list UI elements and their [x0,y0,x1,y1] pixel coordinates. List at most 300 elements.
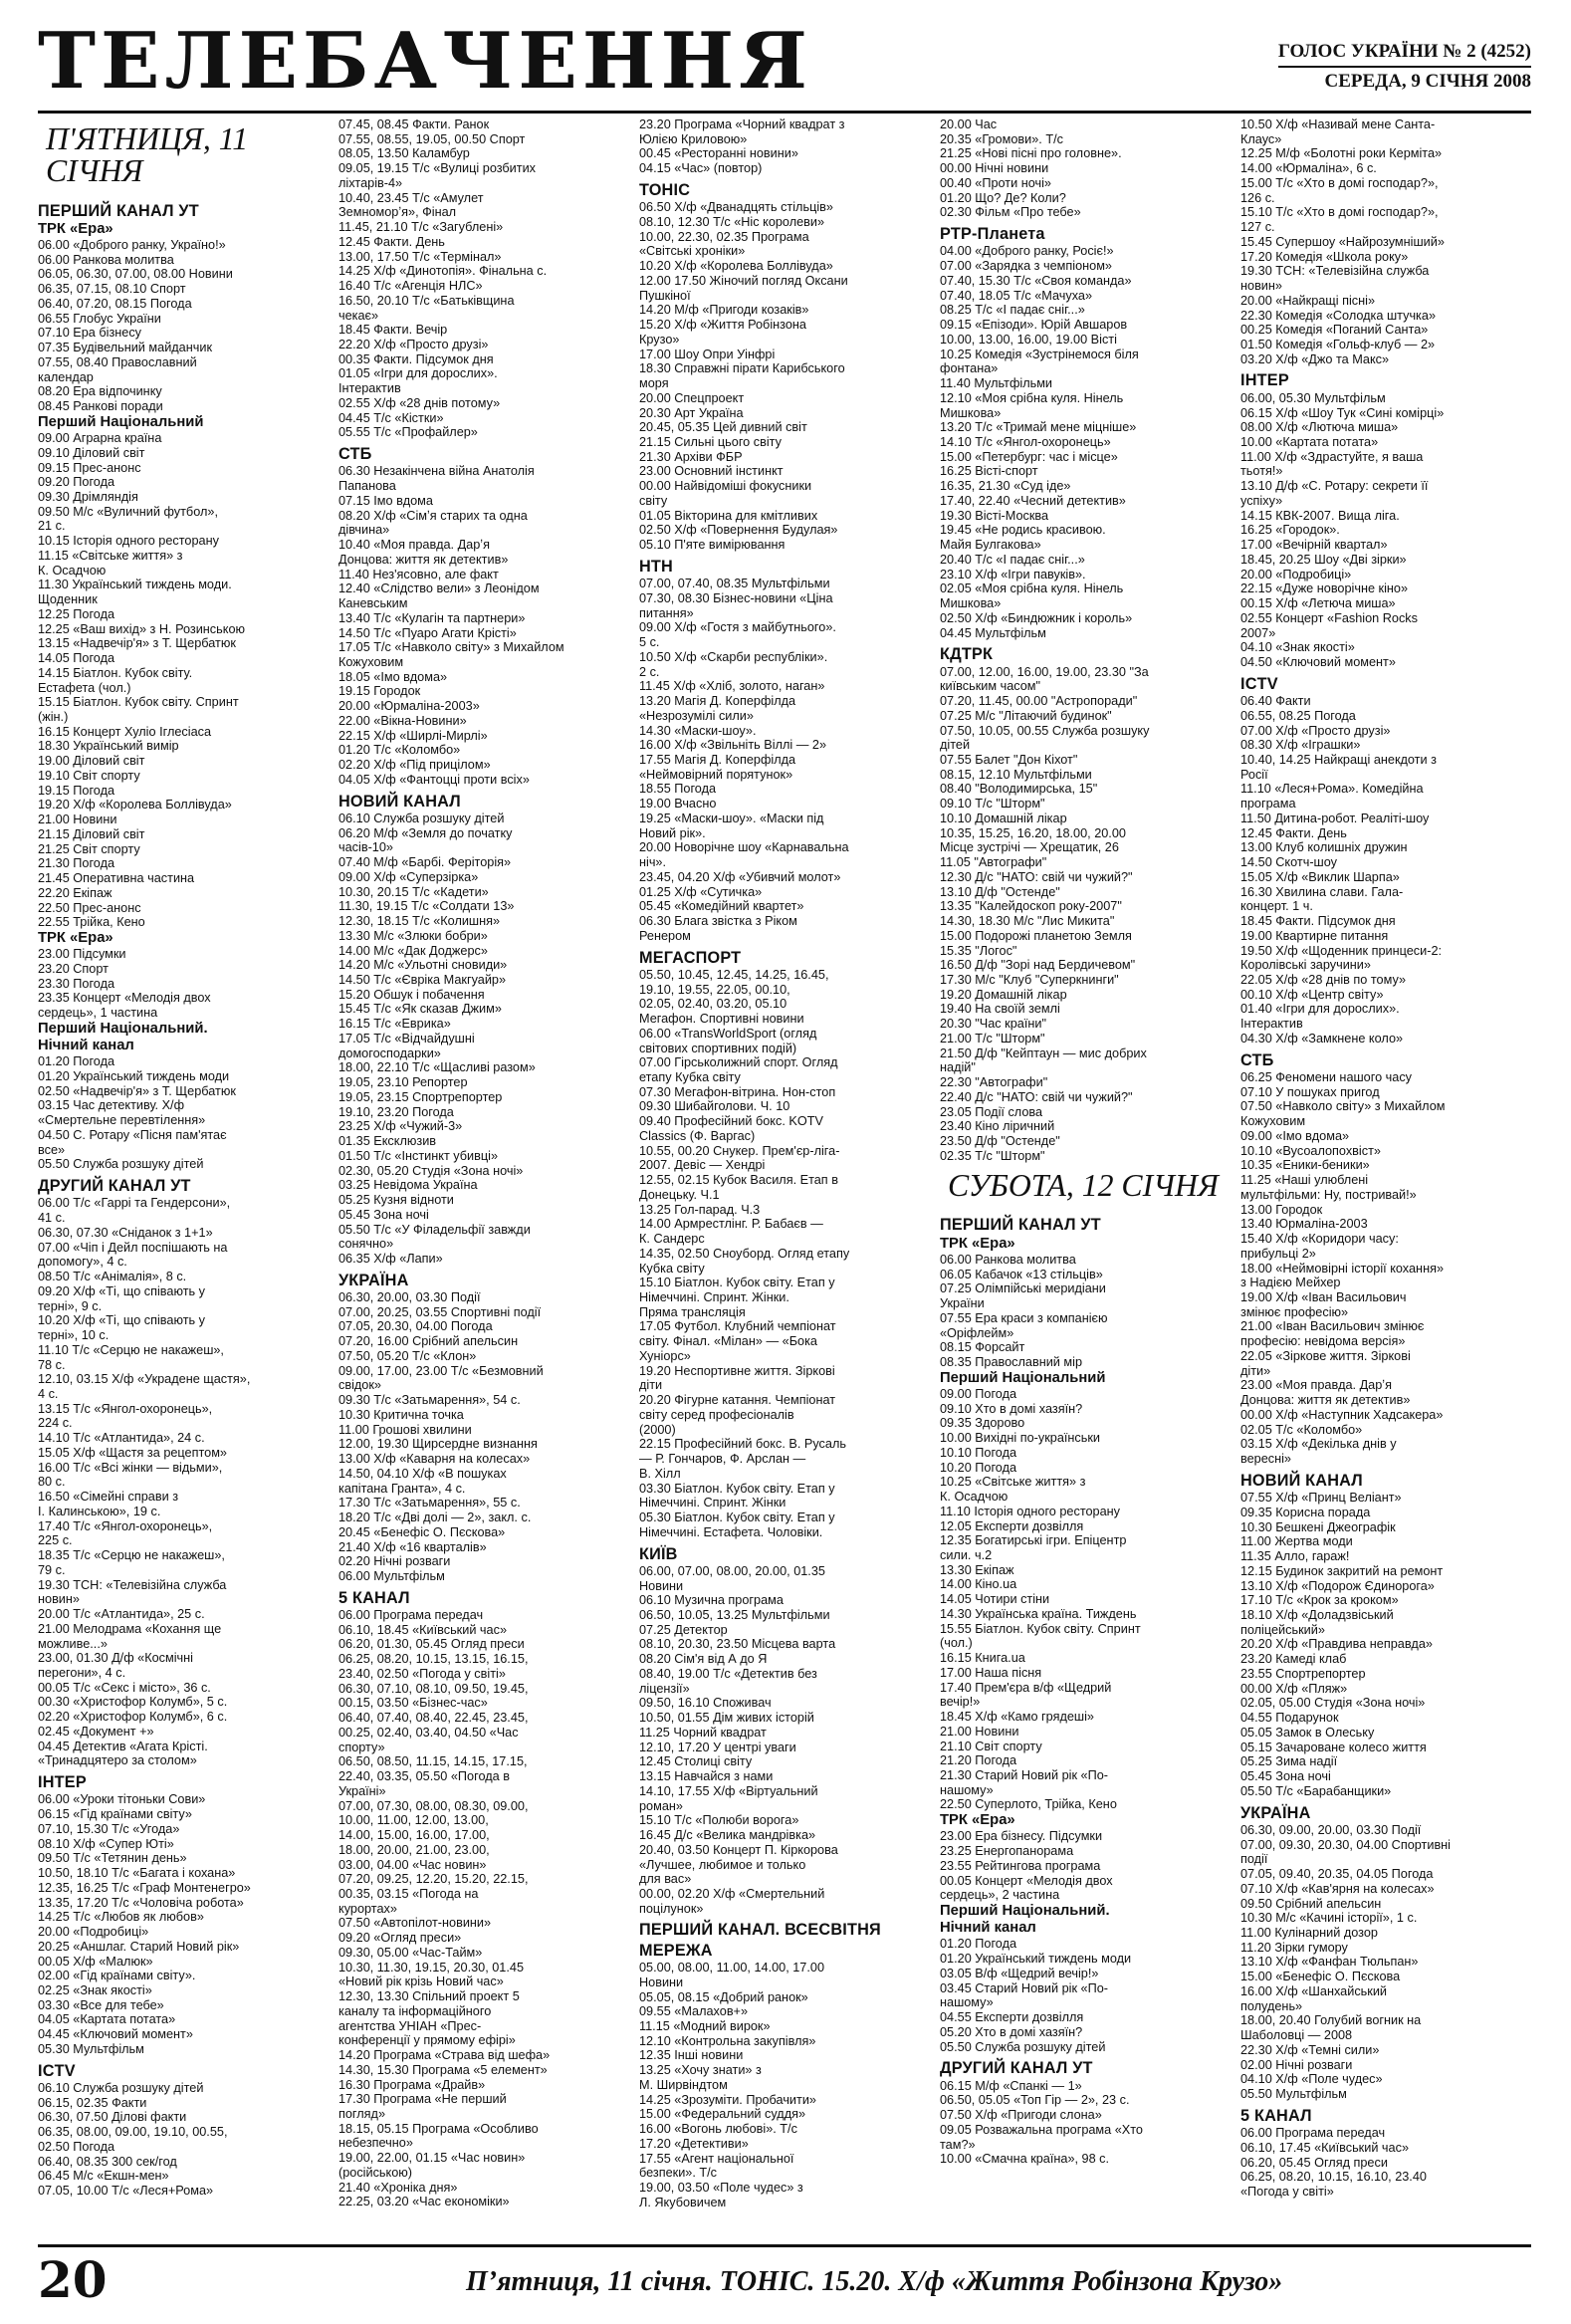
program-line: агентства УНІАН «Прес- [338,2018,482,2033]
program-line: 06.10, 17.45 «Київський час» [1240,2140,1410,2155]
program-line: 02.50 Погода [38,2139,115,2154]
program-line: 19.15 Городок [338,684,421,699]
program-line: 20.00 Спецпроект [639,390,745,405]
program-line: 18.00, 20.40 Голубий вогник на [1240,2013,1422,2028]
program-line: 07.00 «Чіп і Дейл поспішають на [38,1240,228,1255]
program-line: поцілунок» [639,1901,704,1916]
program-line: 17.10 Т/с «Крок за кроком» [1240,1593,1399,1608]
program-line: 22.00 «Вікна-Новини» [338,713,467,728]
program-line: 15.45 Т/с «Як сказав Джим» [338,1002,502,1017]
program-line: 21.30 Старий Новий рік «По- [940,1768,1108,1782]
program-line: концерт. 1 ч. [1240,899,1313,914]
program-line: 07.05, 20.30, 04.00 Погода [338,1319,493,1334]
channel-heading: НОВИЙ КАНАЛ [1240,1471,1363,1490]
program-line: ніч». [639,855,667,870]
channel-heading: НТН [639,557,673,576]
program-line: роман» [639,1798,683,1813]
program-line: 14.50 Т/с «Пуаро Агати Крісті» [338,625,517,640]
program-line: 10.20 Погода [940,1460,1017,1475]
program-line: 11.45, 21.10 Т/с «Загублені» [338,220,504,235]
program-line: 127 с. [1240,220,1275,235]
program-line: Майя Булгакова» [940,538,1041,553]
program-line: 07.50, 10.05, 00.55 Служба розшуку [940,723,1150,738]
program-line: сонячно» [338,1237,394,1252]
program-line: 14.15 КВК-2007. Вища ліга. [1240,508,1400,523]
program-line: новин» [38,1592,80,1607]
program-line: 23.20 Програма «Чорний квадрат з [639,117,845,131]
program-line: Кубка світу [639,1261,705,1276]
sub-heading: ТРК «Ера» [940,1235,1015,1252]
program-line: 12.45 Факти. День [338,234,445,249]
program-line: 11.00 Кулінарний дозор [1240,1926,1378,1941]
program-line: (російською) [338,2165,413,2180]
program-line: 11.05 "Автографи" [940,855,1047,870]
program-line: 17.30 Програма «Не перший [338,2092,507,2107]
program-line: 06.30, 09.00, 20.00, 03.30 Події [1240,1822,1422,1837]
program-line: 04.30 Х/ф «Замкнене коло» [1240,1031,1404,1046]
program-line: 07.50 «Автопілот-новини» [338,1916,492,1931]
program-line: 13.35 "Калейдоскоп року-2007" [940,899,1122,914]
program-line: 00.00 Найвідоміші фокусники [639,479,812,494]
program-line: 21.00 «Іван Васильович змінює [1240,1319,1425,1334]
program-line: Німеччині. Спринт. Жінки. [639,1290,789,1305]
program-line: 15.05 Х/ф «Щастя за рецептом» [38,1445,227,1460]
program-line: 11.00 Х/ф «Здрастуйте, я ваша [1240,449,1424,464]
program-line: 23.45, 04.20 Х/ф «Убивчий молот» [639,869,841,884]
program-line: 16.50 Д/ф "Зорі над Бердичевом" [940,958,1136,973]
program-line: 06.30 Незакінчена війна Анатолія [338,464,535,479]
program-line: 08.25 Т/с «І падає сніг...» [940,303,1085,318]
program-line: 10.00, 11.00, 12.00, 13.00, [338,1813,489,1828]
program-line: 15.10 Т/с «Хто в домі господар?», [1240,205,1439,220]
program-line: 02.55 Х/ф «28 днів потому» [338,395,501,410]
program-line: 18.10 Х/ф «Доладзвіський [1240,1608,1394,1623]
program-line: 13.10 Х/ф «Фанфан Тюльпан» [1240,1955,1419,1970]
program-line: 14.35, 02.50 Сноуборд. Огляд етапу [639,1246,850,1261]
program-line: М. Ширвіндтом [639,2077,728,2092]
program-line: 12.10, 03.15 Х/ф «Украдене щастя», [38,1372,251,1387]
program-line: 23.05 Події слова [940,1104,1043,1119]
program-line: 08.45 Ранкові поради [38,399,163,414]
program-line: 13.10 Х/ф «Подорож Єдинорога» [1240,1578,1435,1593]
program-line: київським часом" [940,679,1041,694]
program-line: 14.20 М/ф «Пригоди козаків» [639,303,809,318]
program-line: 09.50 Срібний апельсин [1240,1896,1382,1911]
program-line: 07.20, 09.25, 12.20, 15.20, 22.15, [338,1872,529,1887]
program-line: 22.05 Х/ф «28 днів по тому» [1240,973,1406,988]
program-line: 04.55 Експерти дозвілля [940,2010,1084,2025]
program-line: 13.20 Магія Д. Коперфілда [639,694,796,709]
program-line: 07.00, 09.30, 20.30, 04.00 Спортивні [1240,1837,1452,1852]
program-line: 11.40 Нез'ясовно, але факт [338,567,499,581]
program-line: 05.50 Служба розшуку дітей [940,2039,1106,2054]
program-line: 18.15, 05.15 Програма «Особливо [338,2121,539,2136]
program-line: 07.55, 08.55, 19.05, 00.50 Спорт [338,131,526,146]
program-line: 20.30 "Час країни" [940,1017,1046,1032]
page-number: 20 [38,2250,108,2309]
program-line: «Оріфлейм» [940,1325,1014,1340]
schedule-column-1 [38,117,327,2240]
program-line: 16.00 Т/с «Всі жінки — відьми», [38,1460,223,1475]
program-line: 23.50 Д/ф "Остенде" [940,1134,1060,1149]
program-line: терні», 9 с. [38,1298,103,1313]
program-line: України [940,1296,985,1311]
program-line: 06.40, 08.35 300 сек/год [38,2154,177,2169]
program-line: 03.15 Х/ф «Декілька днів у [1240,1437,1397,1452]
program-line: сердець», 2 частина [940,1888,1060,1903]
program-line: каналу та інформаційного [338,2003,492,2018]
channel-heading: ДРУГИЙ КАНАЛ УТ [38,1177,191,1196]
program-line: 20.20 Х/ф «Правдива неправда» [1240,1637,1433,1652]
program-line: етапу Кубка світу [639,1070,741,1084]
program-line: 05.50, 10.45, 12.45, 14.25, 16.45, [639,967,829,982]
program-line: 06.50 Х/ф «Дванадцять стільців» [639,200,833,215]
schedule-column-4 [940,117,1229,2240]
program-line: 14.00 Армрестлінг. Р. Бабаєв — [639,1217,823,1232]
program-line: 15.15 Біатлон. Кубок світу. Спринт [38,695,239,710]
program-line: можливе...» [38,1636,108,1651]
program-line: 10.20 Х/ф «Королева Боллівуда» [639,259,833,274]
program-line: конференції у прямому ефірі» [338,2033,516,2048]
program-line: вечір!» [940,1695,981,1710]
program-line: капітана Гранта», 4 с. [338,1481,466,1496]
program-line: 06.35, 08.00, 09.00, 19.10, 00.55, [38,2125,228,2140]
program-line: 15.00 Т/с «Хто в домі господар?», [1240,175,1439,190]
sub-heading: ТРК «Ера» [38,930,113,946]
program-line: 21.40 «Хроніка дня» [338,2180,458,2195]
program-line: 22.50 Прес-анонс [38,900,141,915]
program-line: 13.35, 17.20 Т/с «Чоловіча робота» [38,1895,244,1910]
program-line: 23.25 Х/ф «Чужий-3» [338,1119,463,1134]
program-line: 13.20 Т/с «Тримай мене міцніше» [940,420,1137,435]
issue-date: СЕРЕДА, 9 СІЧНЯ 2008 [1324,71,1531,92]
program-line: чекає» [338,308,379,323]
program-line: 19.20 Домашній лікар [940,987,1067,1002]
program-line: 17.00 Наша пісня [940,1665,1042,1680]
program-line: 17.05 Футбол. Клубний чемпіонат [639,1319,836,1334]
program-line: 04.45 Т/с «Кістки» [338,410,444,425]
program-line: 07.55 Балет "Дон Кіхот" [940,753,1078,767]
program-line: 19.10, 23.20 Погода [338,1104,454,1119]
program-line: 19.00 Квартирне питання [1240,928,1389,943]
program-line: Папанова [338,479,396,494]
program-line: 12.35 Інші новини [639,2048,744,2063]
program-line: 11.45 Х/ф «Хліб, золото, наган» [639,679,825,694]
program-line: 08.20 Сім'я від А до Я [639,1652,768,1667]
channel-heading: ІНТЕР [1240,371,1289,390]
program-line: 02.05 «Моя срібна куля. Нінель [940,581,1124,596]
program-line: 07.10, 15.30 Т/с «Угода» [38,1821,180,1836]
program-line: 06.20 М/ф «Земля до початку [338,825,513,840]
program-line: — Р. Гончаров, Ф. Арслан — [639,1452,806,1467]
program-line: 07.15 Імо вдома [338,493,433,508]
program-line: 06.00 Програма передач [338,1608,484,1623]
program-line: 19.00, 03.50 «Поле чудес» з [639,2181,803,2196]
program-line: 13.15 Навчайся з нами [639,1769,774,1784]
program-line: 03.45 Старий Новий рік «По- [940,1980,1108,1995]
channel-heading: КДТРК [940,645,994,664]
program-line: 11.15 «Модний вирок» [639,2019,771,2033]
program-line: 10.40 «Моя правда. Дарʼя [338,538,490,553]
program-line: 21.00 Новини [38,813,117,827]
program-line: 20.00 «Подробиці» [38,1925,149,1940]
program-line: 19.30 ТСН: «Телевізійна служба [1240,264,1430,279]
program-line: 06.40, 07.20, 08.15 Погода [38,296,192,311]
program-line: Хуніорс» [639,1348,691,1363]
program-line: 10.30, 11.30, 19.15, 20.30, 01.45 [338,1960,525,1975]
program-line: полудень» [1240,1998,1303,2013]
program-line: «Новий рік крізь Новий час» [338,1975,504,1989]
program-line: 10.00 Вихідні по-українськи [940,1431,1101,1446]
program-line: 02.30 Фільм «Про тебе» [940,205,1081,220]
program-line: 22.30 Комедія «Солодка штучка» [1240,308,1436,323]
program-line: 17.05 Т/с «Відчайдушні [338,1031,475,1046]
program-line: 22.15 Професійний бокс. В. Русаль [639,1437,846,1452]
program-line: з Надією Мейхер [1240,1276,1341,1290]
program-line: ліхтарів-4» [338,175,403,190]
program-line: 07.55, 08.40 Православний [38,354,197,369]
program-line: 00.25 Комедія «Поганий Санта» [1240,323,1429,338]
program-line: 02.00 Нічні розваги [1240,2057,1353,2072]
program-line: 00.40 «Проти ночі» [940,175,1051,190]
program-line: 14.20 М/с «Ульотні сновиди» [338,958,508,973]
program-line: 15.05 Х/ф «Виклик Шарпа» [1240,869,1400,884]
program-line: К. Сандерс [639,1232,705,1247]
program-line: 05.50 Т/с «Барабанщики» [1240,1783,1392,1798]
program-line: І. Калинською», 19 с. [38,1504,161,1518]
program-line: 20.00 Час [940,117,998,131]
program-line: 09.05 Розважальна програма «Хто [940,2122,1143,2137]
program-line: 80 с. [38,1475,66,1490]
program-line: 09.15 Прес-анонс [38,460,141,475]
program-line: 20.35 «Громови». Т/с [940,131,1063,146]
program-line: 21.15 Діловий світ [38,826,145,841]
day-heading-text: СУБОТА, 12 СІЧНЯ [948,1167,1219,1203]
program-line: 41 с. [38,1211,66,1226]
program-line: світу серед професіоналів [639,1407,794,1422]
program-line: 23.35 Концерт «Мелодія двох [38,991,211,1006]
program-line: 06.05 Кабачок «13 стільців» [940,1267,1103,1281]
program-line: 08.30 Х/ф «Іграшки» [1240,738,1361,753]
program-line: 19.50 Х/ф «Щоденник принцеси-2: [1240,943,1443,958]
program-line: 22.30 Х/ф «Темні сили» [1240,2042,1380,2057]
program-line: 11.10 Т/с «Серцю не накажеш», [38,1342,224,1357]
schedule-column-3 [639,117,928,2240]
program-line: 15.00 «Бенефіс О. Пєскова [1240,1970,1401,1984]
program-line: 17.40, 22.40 «Чесний детектив» [940,493,1126,508]
program-line: 15.00 «Федеральний суддя» [639,2107,806,2122]
program-line: Німеччині. Спринт. Жінки [639,1496,786,1511]
program-line: 01.20 Що? Де? Коли? [940,190,1066,205]
program-line: 06.10, 18.45 «Київський час» [338,1622,508,1637]
program-line: 22.20 Екіпаж [38,885,112,900]
program-line: 18.30 Справжні пірати Карибського [639,361,845,376]
program-line: 11.30 Український тиждень моди. [38,578,232,592]
program-line: 11.00 Жертва моди [1240,1534,1353,1549]
program-line: 03.25 Невідома Україна [338,1178,478,1193]
program-line: 10.50, 18.10 Т/с «Багата і кохана» [38,1866,236,1881]
program-line: 09.20 Х/ф «Ті, що співають у [38,1283,205,1298]
program-line: 14.50, 04.10 Х/ф «В пошуках [338,1466,507,1481]
program-line: 09.00 Аграрна країна [38,431,162,446]
program-line: 16.00 Х/ф «Шанхайський [1240,1983,1387,1998]
channel-heading: ІНТЕР [38,1773,87,1792]
program-line: 10.40, 14.25 Найкращі анекдоти з [1240,753,1437,767]
program-line: 13.00 Городок [1240,1202,1323,1217]
program-line: 08.15, 12.10 Мультфільми [940,767,1092,782]
program-line: успіху» [1240,493,1283,508]
program-line: 10.25 Комедія «Зустрінемося біля [940,347,1139,361]
program-line: 06.10 Служба розшуку дітей [38,2080,204,2095]
program-line: 16.25 Вісті-спорт [940,464,1038,479]
program-line: 11.10 Історія одного ресторану [940,1504,1121,1518]
program-line: Естафета (чол.) [38,680,131,695]
program-line: світу. Фінал. «Мілан» — «Бока [639,1334,817,1349]
program-line: 06.10 Музична програма [639,1593,784,1608]
program-line: ліцензії» [639,1681,690,1696]
program-line: 12.00 17.50 Жіночий погляд Оксани [639,273,848,288]
program-line: 01.50 Комедія «Гольф-клуб — 2» [1240,338,1436,352]
channel-heading: ПЕРШИЙ КАНАЛ УТ [940,1216,1101,1235]
program-line: 22.20 Х/ф «Просто друзі» [338,338,489,352]
program-line: 02.20 «Христофор Колумб», 6 с. [38,1710,228,1725]
program-line: 00.15 Х/ф «Летюча миша» [1240,596,1396,611]
program-line: К. Осадчою [38,563,107,578]
program-line: 15.35 "Логос" [940,943,1017,958]
program-line: Ренером [639,928,691,943]
channel-heading: СТБ [1240,1050,1274,1069]
program-line: 21.00 Мелодрама «Кохання ще [38,1621,222,1636]
program-line: 06.25, 08.20, 10.15, 13.15, 16.15, [338,1652,529,1667]
program-line: 05.30 Біатлон. Кубок світу. Етап у [639,1511,835,1525]
program-line: 00.00 Х/ф «Наступник Хадсакера» [1240,1407,1444,1422]
program-line: 23.55 Рейтингова програма [940,1858,1101,1873]
program-line: 09.00 «Імо вдома» [1240,1128,1350,1143]
program-line: 21.40 Х/ф «16 кварталів» [338,1539,487,1554]
program-line: 19.20 Неспортивне життя. Зіркові [639,1363,835,1378]
program-line: «Смертельне перевтілення» [38,1113,206,1128]
program-line: 06.00, 05.30 Мультфільм [1240,390,1386,405]
paper-info [1278,38,1531,96]
program-line: Мишкова» [940,596,1002,611]
program-line: 17.30 М/с "Клуб "Суперкнинги" [940,973,1119,988]
channel-heading: РТР-Планета [940,225,1045,244]
program-line: 12.25 Погода [38,606,115,621]
program-line: 20.20 Фігурне катання. Чемпіонат [639,1393,836,1408]
program-line: 05.50 Служба розшуку дітей [38,1157,204,1172]
program-line: 12.45 Факти. День [1240,825,1347,840]
program-line: 12.10 «Контрольна закупівля» [639,2033,816,2048]
program-line: 22.25, 03.20 «Час економіки» [338,2195,510,2209]
program-line: Каневським [338,596,408,611]
program-line: 21.15 Сильні цього світу [639,435,782,449]
program-line: 09.00, 17.00, 23.00 Т/с «Безмовний [338,1363,544,1378]
footer-promo: П’ятниця, 11 січня. ТОНІС. 15.20. Х/ф «Життя Робінзона Крузо» [466,2266,1283,2297]
program-line: 22.50 Суперлото, Трійка, Кено [940,1797,1117,1812]
program-line: 02.45 «Документ +» [38,1724,154,1739]
program-line: 16.25 «Городок». [1240,523,1340,538]
program-line: 08.10, 20.30, 23.50 Місцева варта [639,1637,836,1652]
program-line: Клаус» [1240,131,1282,146]
program-line: 02.05, 02.40, 03.20, 05.10 [639,997,787,1012]
program-line: 13.10 Д/ф «С. Ротару: секрети її [1240,479,1429,494]
program-line: 02.30, 05.20 Студія «Зона ночі» [338,1163,524,1178]
program-line: (чол.) [940,1636,973,1651]
program-line: Інтерактив [1240,1017,1303,1032]
channel-heading: СТБ [338,445,372,464]
program-line: В. Хілл [639,1466,681,1481]
program-line: 10.00, 13.00, 16.00, 19.00 Вісті [940,332,1117,347]
program-line: свідок» [338,1378,381,1393]
program-line: сили. ч.2 [940,1547,993,1562]
program-line: 01.50 Т/с «Інстинкт убивці» [338,1148,499,1163]
program-line: 20.40 Т/с «І падає сніг...» [940,552,1085,567]
program-line: 14.00 «Юрмаліна», 6 с. [1240,161,1377,176]
program-line: 13.15 Т/с «Янгол-охоронець», [38,1401,213,1416]
program-line: 06.30, 07.30 «Сніданок з 1+1» [38,1225,213,1240]
program-line: 21.30 Архіви ФБР [639,449,743,464]
program-line: 07.25 Олімпійські меридіани [940,1281,1106,1296]
program-line: 07.05, 10.00 Т/с «Леся+Рома» [38,2184,214,2199]
program-line: 16.00 «Вогонь любові». Т/с [639,2122,797,2137]
program-line: 13.30 М/с «Злюки бобри» [338,928,488,943]
program-line: Крузо» [639,332,680,347]
page-footer [38,2244,1531,2314]
program-line: 19.45 «Не родись красивою. [940,523,1106,538]
sub-heading: Перший Національний. [940,1903,1110,1920]
program-line: 19.30 Вісті-Москва [940,508,1049,523]
channel-heading: УКРАЇНА [1240,1803,1311,1822]
program-line: 08.50 Т/с «Анімалія», 8 с. [38,1270,187,1284]
program-line: 13.10 Д/ф "Остенде" [940,884,1060,899]
program-line: 19.05, 23.10 Репортер [338,1075,468,1090]
program-line: 15.40 Х/ф «Коридори часу: [1240,1232,1399,1247]
program-line: 07.10 Х/ф «Кав'ярня на колесах» [1240,1881,1435,1896]
program-line: 06.20, 05.45 Огляд преси [1240,2155,1388,2170]
program-line: небезпечно» [338,2136,413,2151]
program-line: 10.30 М/с «Качині історії», 1 с. [1240,1911,1418,1926]
program-line: 07.00, 20.25, 03.55 Спортивні події [338,1304,542,1319]
program-line: там?» [940,2137,976,2152]
program-line: 04.15 «Час» (повтор) [639,161,763,176]
program-line: Мегафон. Спортивні новини [639,1012,804,1027]
program-line: 01.20 Український тиждень моди [940,1952,1132,1967]
program-line: Новини [639,1578,684,1593]
program-line: 07.05, 09.40, 20.35, 04.05 Погода [1240,1867,1434,1882]
program-line: 09.00 Х/ф «Гостя з майбутнього». [639,620,836,635]
program-line: Пряма трансляція [639,1304,746,1319]
program-line: 07.10 Ера бізнесу [38,326,142,341]
program-line: 09.20 Погода [38,475,115,490]
program-line: 07.40 М/ф «Барбі. Феріторія» [338,855,512,870]
program-line: 10.50 Х/ф «Скарби республіки». [639,649,828,664]
program-line: 06.15 Х/ф «Шоу Тук «Сині комірці» [1240,405,1445,420]
program-line: 14.20 Програма «Страва від шефа» [338,2048,551,2063]
program-line: 12.35, 16.25 Т/с «Граф Монтенегро» [38,1880,251,1895]
program-line: 17.40 Т/с «Янгол-охоронець», [38,1518,213,1533]
program-line: 126 с. [1240,190,1275,205]
program-line: 02.50 «Надвечір'я» з Т. Щербатюк [38,1083,236,1098]
program-line: 01.05 «Ігри для дорослих». [338,366,498,381]
program-line: 09.20 «Огляд преси» [338,1931,462,1946]
program-line: 23.00 Ера бізнесу. Підсумки [940,1829,1103,1844]
program-line: 01.20 Погода [38,1054,115,1069]
program-line: 22.05 «Зіркове життя. Зіркові [1240,1348,1411,1363]
program-line: Королівські заручини» [1240,958,1371,973]
program-line: курортах» [338,1901,397,1916]
program-line: події [1240,1852,1268,1867]
program-line: 23.25 Енергопанорама [940,1844,1074,1859]
